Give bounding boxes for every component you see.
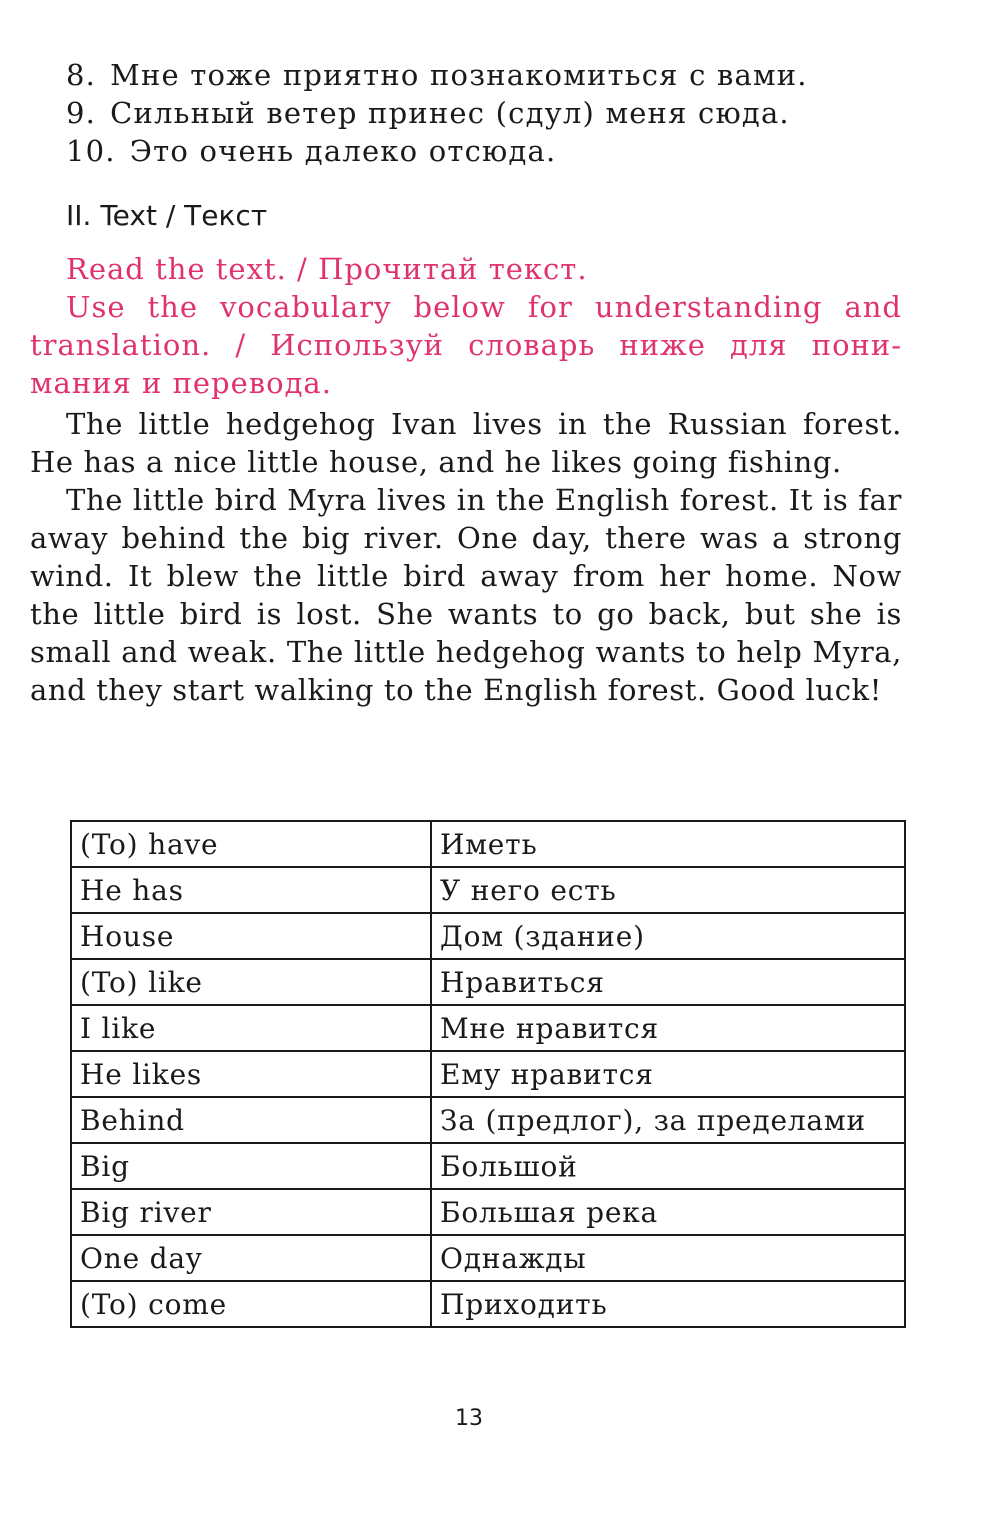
vocab-english: He likes bbox=[71, 1051, 431, 1097]
vocab-russian: За (предлог), за пределами bbox=[431, 1097, 905, 1143]
vocab-russian: Однажды bbox=[431, 1235, 905, 1281]
vocab-english: (To) come bbox=[71, 1281, 431, 1327]
vocab-russian: У него есть bbox=[431, 867, 905, 913]
vocab-russian: Большой bbox=[431, 1143, 905, 1189]
vocab-russian: Мне нравится bbox=[431, 1005, 905, 1051]
instruction-line: Use the vocabulary below for understanding and translation. / Используй словарь ниже для пони-мания и перевода. bbox=[30, 290, 902, 400]
vocab-english: One day bbox=[71, 1235, 431, 1281]
table-row bbox=[71, 913, 905, 959]
instruction-line: Read the text. / Прочитай текст. bbox=[66, 252, 588, 286]
table-row bbox=[71, 1235, 905, 1281]
page-content bbox=[30, 56, 902, 709]
vocab-russian: Приходить bbox=[431, 1281, 905, 1327]
sentence-item bbox=[30, 56, 902, 94]
table-row bbox=[71, 1097, 905, 1143]
sentence-number: 8. bbox=[66, 58, 97, 92]
numbered-sentences bbox=[30, 56, 902, 170]
vocab-russian: Ему нравится bbox=[431, 1051, 905, 1097]
vocab-russian: Большая река bbox=[431, 1189, 905, 1235]
sentence-text: Сильный ветер принес (сдул) меня сюда. bbox=[110, 96, 790, 130]
table-row bbox=[71, 1051, 905, 1097]
sentence-item bbox=[30, 94, 902, 132]
story-text bbox=[30, 405, 902, 709]
table-row bbox=[71, 867, 905, 913]
vocab-english: (To) like bbox=[71, 959, 431, 1005]
vocab-english: I like bbox=[71, 1005, 431, 1051]
table-row bbox=[71, 959, 905, 1005]
vocab-english: Big river bbox=[71, 1189, 431, 1235]
section-heading: II. Text / Текст bbox=[66, 199, 268, 232]
sentence-number: 10. bbox=[66, 134, 116, 168]
table-row bbox=[71, 1189, 905, 1235]
sentence-number: 9. bbox=[66, 96, 97, 130]
vocab-russian: Дом (здание) bbox=[431, 913, 905, 959]
table-row bbox=[71, 1005, 905, 1051]
story-paragraph: The little hedgehog Ivan lives in the Russian forest. He has a nice little house, and he likes going fishing. bbox=[30, 407, 902, 479]
sentence-item bbox=[30, 132, 902, 170]
vocab-english: Behind bbox=[71, 1097, 431, 1143]
vocab-english: Big bbox=[71, 1143, 431, 1189]
sentence-text: Это очень далеко отсюда. bbox=[129, 134, 557, 168]
vocab-russian: Нравиться bbox=[431, 959, 905, 1005]
vocab-english: He has bbox=[71, 867, 431, 913]
vocabulary-table bbox=[70, 820, 906, 1328]
table-row bbox=[71, 821, 905, 867]
page-number: 13 bbox=[455, 1406, 483, 1431]
sentence-text: Мне тоже приятно познакомиться с вами. bbox=[110, 58, 808, 92]
table-row bbox=[71, 1281, 905, 1327]
table-row bbox=[71, 1143, 905, 1189]
story-paragraph: The little bird Myra lives in the English forest. It is far away behind the big river. One day, there was a strong wind. It blew the little bird away from her home. Now the little bird is lost. She wants to go back, but she is small and weak. The little hedgehog wants to help Myra, and they start walking to the English forest. Good luck! bbox=[30, 483, 902, 707]
vocab-english: House bbox=[71, 913, 431, 959]
vocab-english: (To) have bbox=[71, 821, 431, 867]
instructions bbox=[30, 250, 902, 402]
vocab-russian: Иметь bbox=[431, 821, 905, 867]
